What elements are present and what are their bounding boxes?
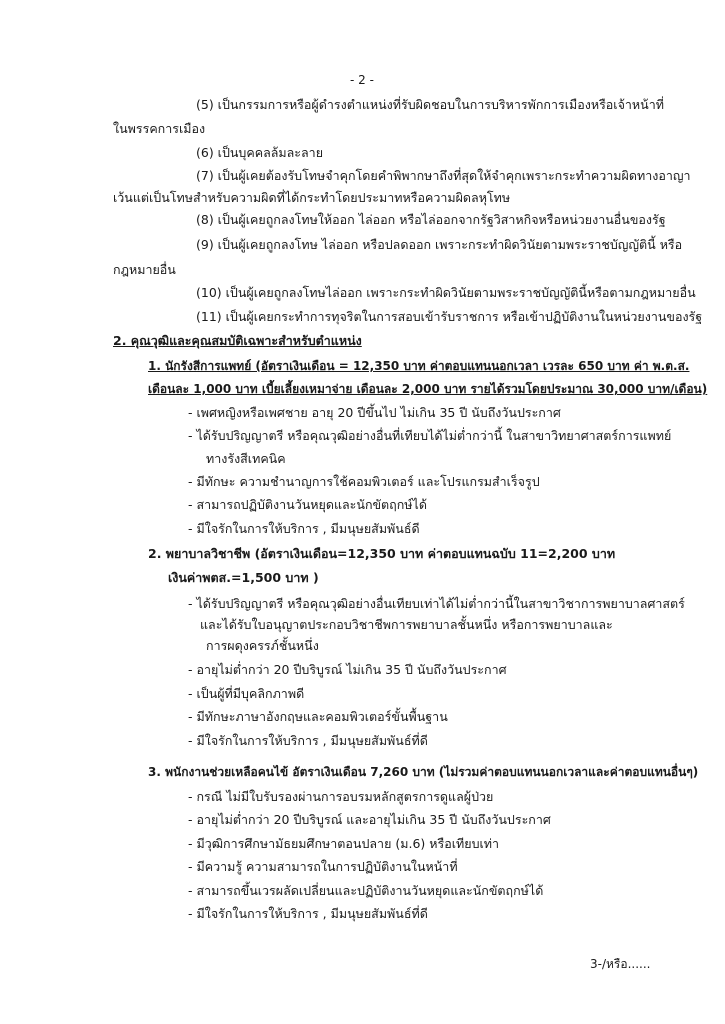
position-2-item: - มีทักษะภาษาอังกฤษและคอมพิวเตอร์ขั้นพื้นฐาน — [188, 709, 448, 724]
position-1-item-cont: ทางรังสีเทคนิค — [206, 451, 286, 466]
position-1-item: - เพศหญิงหรือเพศชาย อายุ 20 ปีขึ้นไป ไม่เกิน 35 ปี นับถึงวันประกาศ — [188, 405, 561, 420]
page-number: - 2 - — [350, 73, 374, 87]
position-3-item: - กรณี ไม่มีใบรับรองผ่านการอบรมหลักสูตรการดูแลผู้ป่วย — [188, 789, 494, 804]
page-footer-continuation: 3-/หรือ...... — [590, 957, 651, 971]
position-1-item: - มีใจรักในการให้บริการ , มีมนุษยสัมพันธ์ดี — [188, 521, 420, 536]
position-2-item: - อายุไม่ต่ำกว่า 20 ปีบริบูรณ์ ไม่เกิน 35 ปี นับถึงวันประกาศ — [188, 662, 507, 677]
disqualification-item-11: (11) เป็นผู้เคยกระทำการทุจริตในการสอบเข้ารับราชการ หรือเข้าปฏิบัติงานในหน่วยงานของรัฐ — [196, 309, 703, 324]
disqualification-item-8: (8) เป็นผู้เคยถูกลงโทษให้ออก ไล่ออก หรือไล่ออกจากรัฐวิสาหกิจหรือหน่วยงานอื่นของรัฐ — [196, 212, 666, 227]
position-1-item: - ได้รับปริญญาตรี หรือคุณวุฒิอย่างอื่นที่เทียบได้ไม่ต่ำกว่านี้ ในสาขาวิทยาศาสตร์การแพทย์ — [188, 428, 672, 443]
disqualification-item-9: (9) เป็นผู้เคยถูกลงโทษ ไล่ออก หรือปลดออก เพราะกระทำผิดวินัยตามพระราชบัญญัตินี้ หรือ — [196, 237, 683, 252]
position-1-item: - สามารถปฏิบัติงานวันหยุดและนักขัตฤกษ์ได้ — [188, 497, 427, 512]
position-2-item: - เป็นผู้ที่มีบุคลิกภาพดี — [188, 686, 305, 701]
position-2-item-cont: และได้รับใบอนุญาตประกอบวิชาชีพการพยาบาลชั้นหนึ่ง หรือการพยาบาลและ — [200, 617, 613, 632]
position-1-item: - มีทักษะ ความชำนาญการใช้คอมพิวเตอร์ และโปรแกรมสำเร็จรูป — [188, 474, 540, 489]
position-2-item-cont: การผดุงครรภ์ชั้นหนึ่ง — [206, 638, 319, 653]
position-3-item: - มีความรู้ ความสามารถในการปฏิบัติงานในหน้าที่ — [188, 859, 458, 874]
disqualification-item-7: (7) เป็นผู้เคยต้องรับโทษจำคุกโดยคำพิพากษาถึงที่สุดให้จำคุกเพราะกระทำความผิดทางอาญา — [196, 168, 691, 183]
position-2-item: - มีใจรักในการให้บริการ , มีมนุษยสัมพันธ์ที่ดี — [188, 733, 428, 748]
disqualification-item-5-cont: ในพรรคการเมือง — [113, 121, 206, 136]
position-2-title: 2. พยาบาลวิชาชีพ (อัตราเงินเดือน=12,350 บาท ค่าตอบแทนฉบับ 11=2,200 บาท — [148, 546, 616, 561]
disqualification-item-6: (6) เป็นบุคคลล้มละลาย — [196, 145, 324, 160]
position-3-item: - มีใจรักในการให้บริการ , มีมนุษยสัมพันธ์ที่ดี — [188, 906, 428, 921]
disqualification-item-10: (10) เป็นผู้เคยถูกลงโทษไล่ออก เพราะกระทำผิดวินัยตามพระราชบัญญัตินี้หรือตามกฎหมายอื่น — [196, 285, 696, 300]
position-3-item: - สามารถขึ้นเวรผลัดเปลี่ยนและปฏิบัติงานวันหยุดและนักขัตฤกษ์ได้ — [188, 883, 544, 898]
disqualification-item-5: (5) เป็นกรรมการหรือผู้ดำรงตำแหน่งที่รับผิดชอบในการบริหารพักการเมืองหรือเจ้าหน้าที่ — [196, 97, 664, 112]
position-2-item: - ได้รับปริญญาตรี หรือคุณวุฒิอย่างอื่นเทียบเท่าได้ไม่ต่ำกว่านี้ในสาขาวิชาการพยาบาลศาสตร์ — [188, 596, 685, 611]
position-3-item: - มีวุฒิการศึกษามัธยมศึกษาตอนปลาย (ม.6) หรือเทียบเท่า — [188, 836, 500, 851]
position-3-title: 3. พนักงานช่วยเหลือคนไข้ อัตราเงินเดือน 7,260 บาท (ไม่รวมค่าตอบแทนนอกเวลาและค่าตอบแทนอื่นๆ) — [148, 765, 699, 779]
position-2-title-cont: เงินค่าพตส.=1,500 บาท ) — [168, 570, 319, 585]
disqualification-item-7-cont: เว้นแต่เป็นโทษสำหรับความผิดที่ได้กระทำโดยประมาทหรือความผิดลหุโทษ — [113, 190, 511, 205]
section-heading: 2. คุณวุฒิและคุณสมบัติเฉพาะสำหรับตำแหน่ง — [113, 333, 362, 348]
disqualification-item-9-cont: กฎหมายอื่น — [113, 262, 176, 277]
position-1-title-cont: เดือนละ 1,000 บาท เบี้ยเลี้ยงเหมาจ่าย เดือนละ 2,000 บาท รายได้รวมโดยประมาณ 30,000 บาท/เดือน) — [148, 382, 708, 396]
position-3-item: - อายุไม่ต่ำกว่า 20 ปีบริบูรณ์ และอายุไม่เกิน 35 ปี นับถึงวันประกาศ — [188, 812, 551, 827]
position-1-title: 1. นักรังสีการแพทย์ (อัตราเงินเดือน = 12,350 บาท ค่าตอบแทนนอกเวลา เวรละ 650 บาท ค่า พ.ต.ส. — [148, 359, 690, 373]
